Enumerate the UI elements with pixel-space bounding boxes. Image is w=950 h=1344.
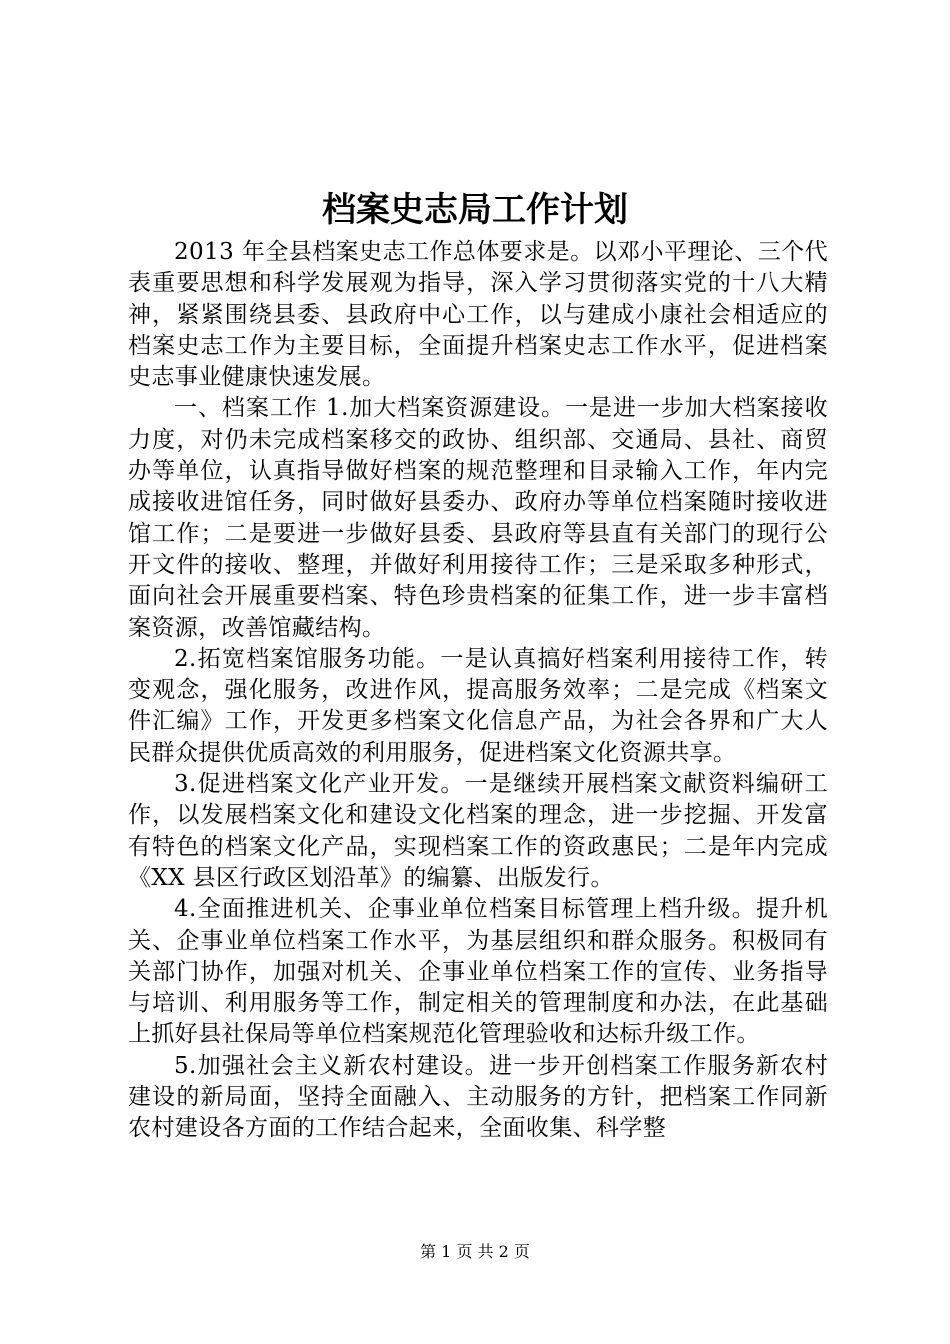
paragraph: 3.促进档案文化产业开发。一是继续开展档案文献资料编研工作，以发展档案文化和建设文化档案的理念，进一步挖掘、开发富有特色的档案文化产品，实现档案工作的资政惠民；二是年内完成《XX 县区行政区划沿革》的编纂、出版发行。 — [128, 771, 828, 891]
paragraph: 4.全面推进机关、企事业单位档案目标管理上档升级。提升机关、企事业单位档案工作水平，为基层组织和群众服务。积极同有关部门协作，加强对机关、企事业单位档案工作的宣传、业务指导与培训、利用服务等工作，制定相关的管理制度和办法，在此基础上抓好县社保局等单位档案规范化管理验收和达标升级工作。 — [128, 896, 828, 1048]
page-footer: 第 1 页 共 2 页 — [420, 1242, 530, 1261]
paragraph: 2.拓宽档案馆服务功能。一是认真搞好档案利用接待工作，转变观念，强化服务，改进作风，提高服务效率；二是完成《档案文件汇编》工作，开发更多档案文化信息产品，为社会各界和广大人民群众提供优质高效的利用服务，促进档案文化资源共享。 — [128, 645, 828, 766]
paragraph: 一、档案工作 1.加大档案资源建设。一是进一步加大档案接收力度，对仍未完成档案移交的政协、组织部、交通局、县社、商贸办等单位，认真指导做好档案的规范整理和目录输入工作，年内完成接收进馆任务，同时做好县委办、政府办等单位档案随时接收进馆工作；二是要进一步做好县委、县政府等县直有关部门的现行公开文件的接收、整理，并做好利用接待工作；三是采取多种形式，面向社会开展重要档案、特色珍贵档案的征集工作，进一步丰富档案资源，改善馆藏结构。 — [128, 395, 828, 641]
document-title: 档案史志局工作计划 — [322, 190, 628, 230]
paragraph: 5.加强社会主义新农村建设。进一步开创档案工作服务新农村建设的新局面，坚持全面融入、主动服务的方针，把档案工作同新农村建设各方面的工作结合起来，全面收集、科学整 — [128, 1052, 828, 1142]
paragraph: 2013 年全县档案史志工作总体要求是。以邓小平理论、三个代表重要思想和科学发展观为指导，深入学习贯彻落实党的十八大精神，紧紧围绕县委、县政府中心工作，以与建成小康社会相适应的档案史志工作为主要目标，全面提升档案史志工作水平，促进档案史志事业健康快速发展。 — [128, 239, 828, 391]
document-body — [128, 237, 828, 1145]
